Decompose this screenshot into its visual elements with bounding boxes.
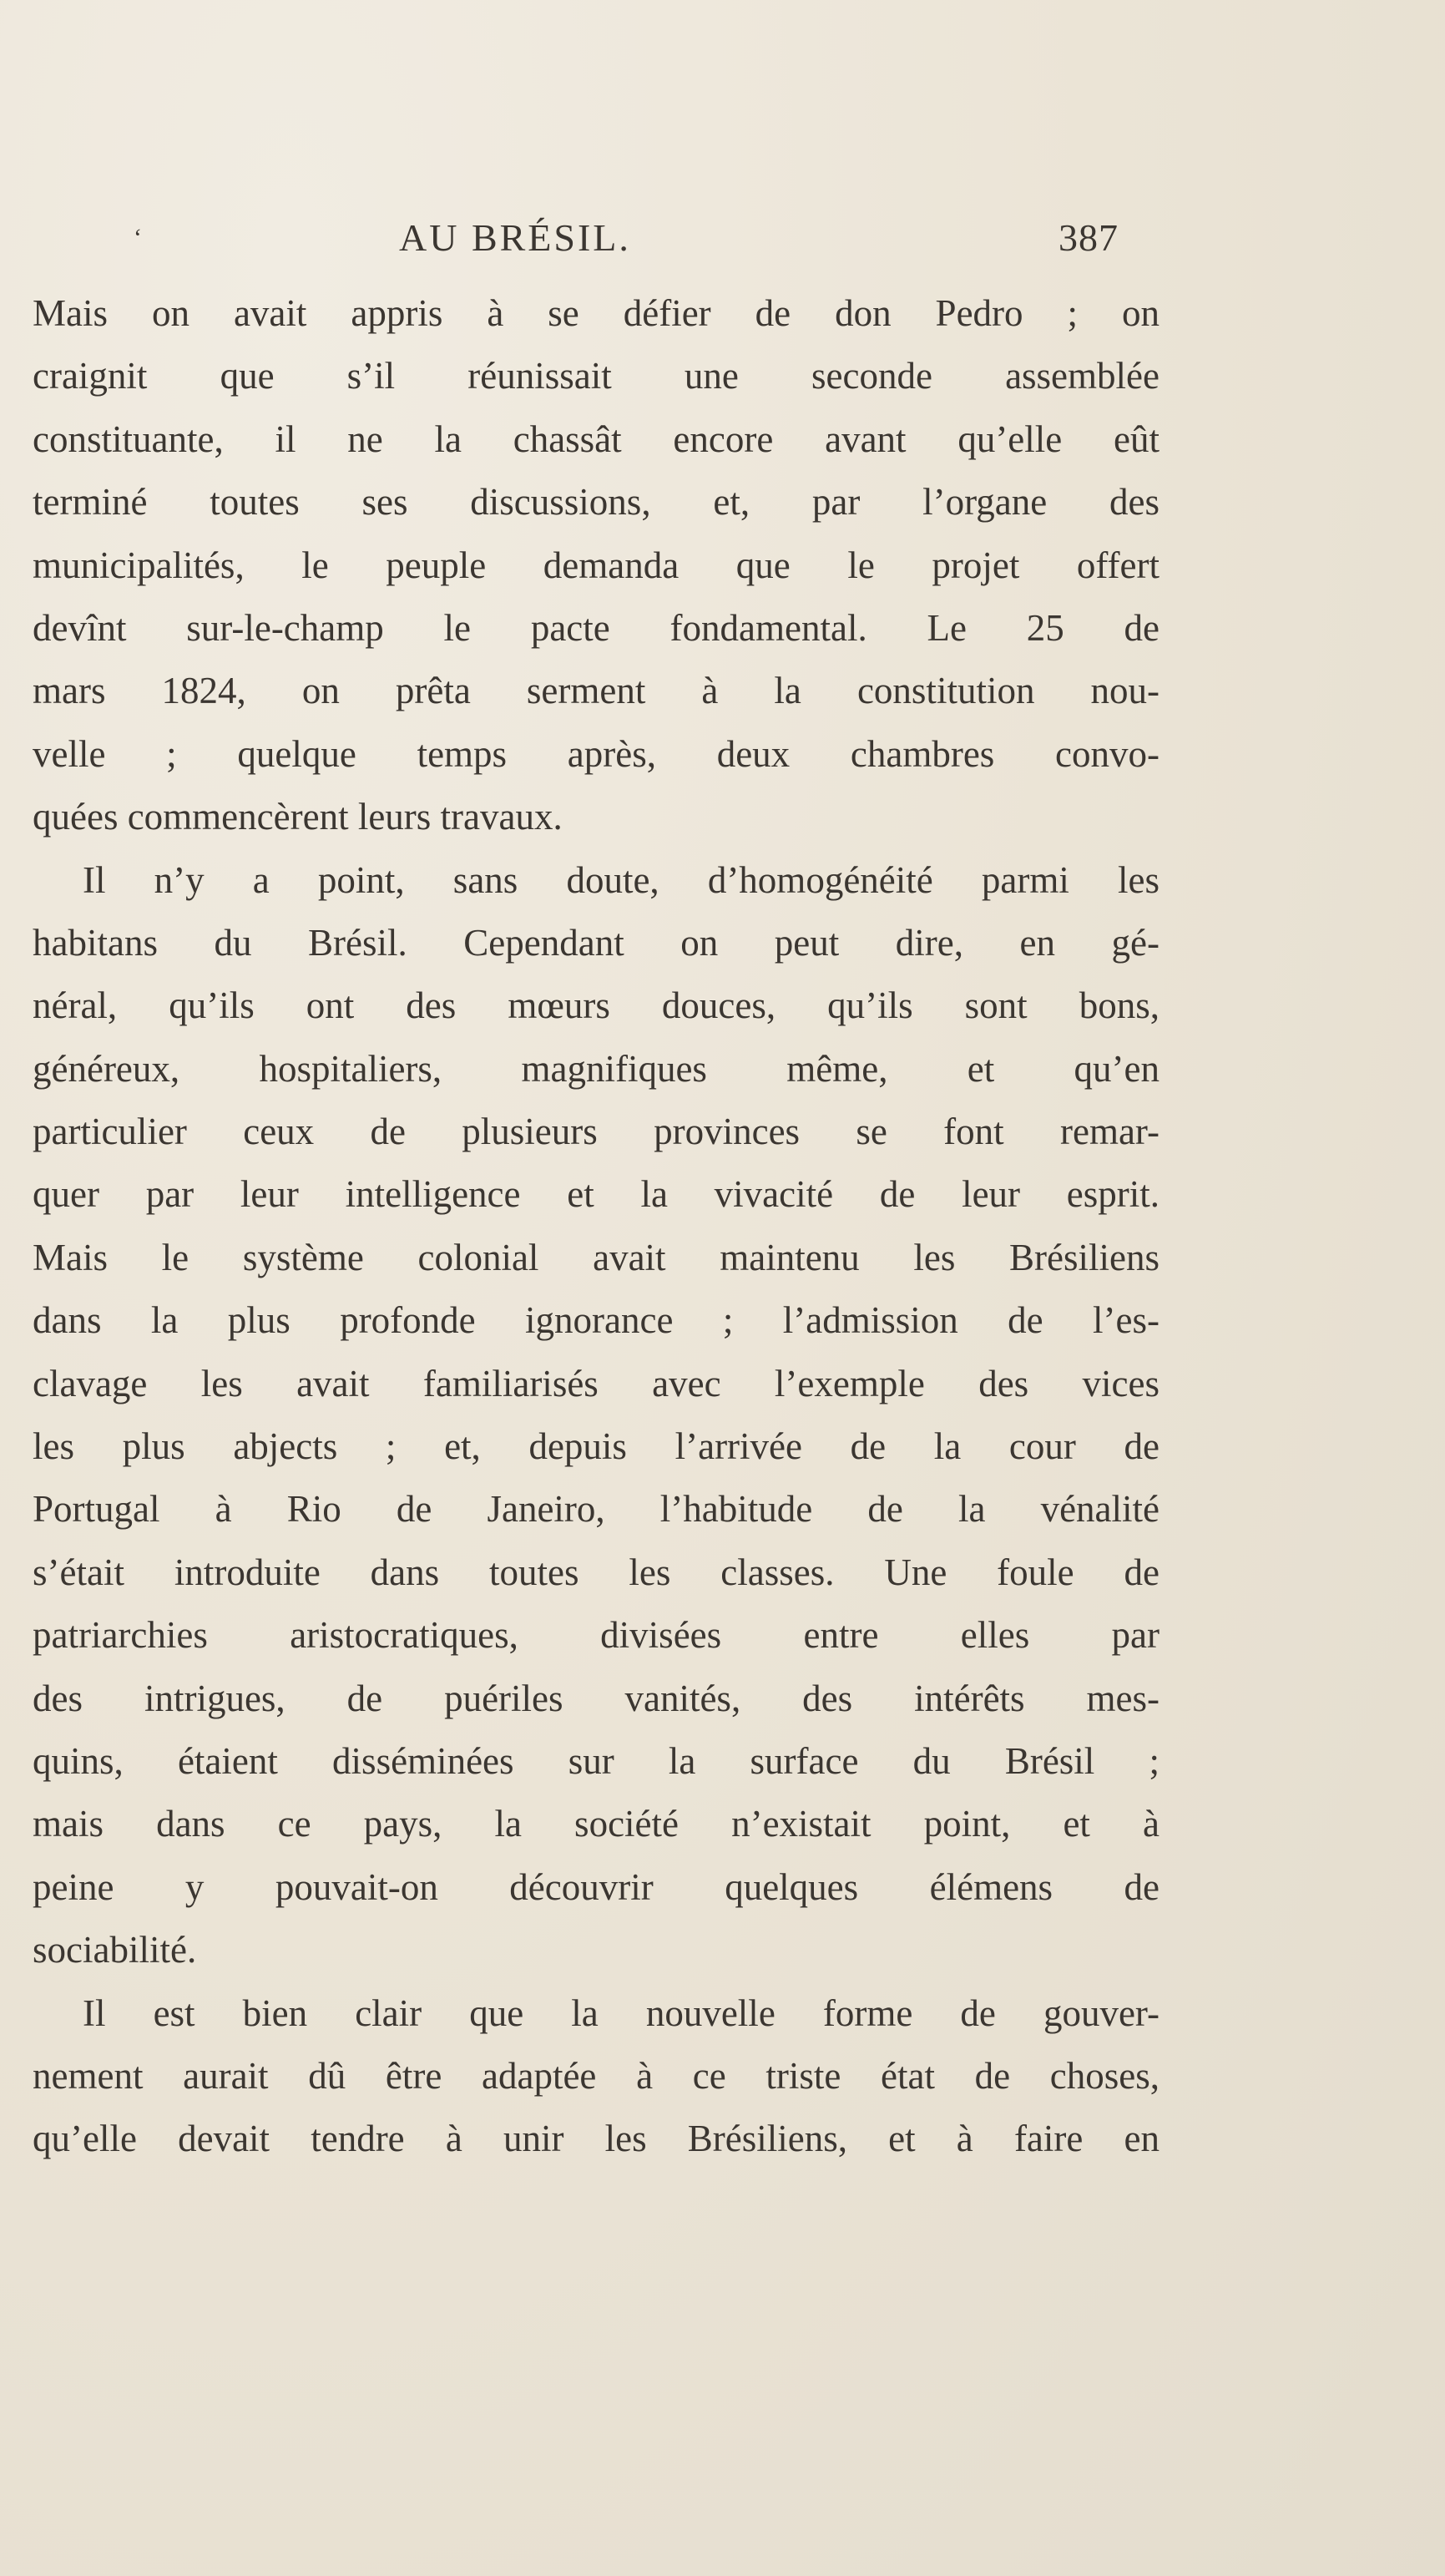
text-line: habitans du Brésil. Cependant on peut dire, en gé- — [33, 921, 1160, 964]
text-line: s’était introduite dans toutes les classes. Une foule de — [33, 1551, 1160, 1593]
text-line: quées commencèrent leurs travaux. — [33, 796, 563, 838]
text-line: Il n’y a point, sans doute, d’homogénéité parmi les — [83, 858, 1160, 901]
running-title: AU BRÉSIL. — [399, 216, 631, 259]
text-line: qu’elle devait tendre à unir les Brésiliens, et à faire en — [33, 2118, 1160, 2160]
text-line: craignit que s’il réunissait une seconde assemblée — [33, 355, 1160, 397]
text-line: Mais on avait appris à se défier de don Pedro ; on — [33, 292, 1160, 334]
text-line: quins, étaient disséminées sur la surface du Brésil ; — [33, 1739, 1160, 1782]
text-line: quer par leur intelligence et la vivacité de leur esprit. — [33, 1173, 1160, 1216]
text-line: nement aurait dû être adaptée à ce triste état de choses, — [33, 2054, 1160, 2097]
text-line: mars 1824, on prêta serment à la constitution nou- — [33, 670, 1160, 712]
text-line: Mais le système colonial avait maintenu les Brésiliens — [33, 1236, 1160, 1278]
text-line: peine y pouvait-on découvrir quelques élémens de — [33, 1865, 1160, 1908]
text-line: velle ; quelque temps après, deux chambres convo- — [33, 732, 1160, 775]
text-line: mais dans ce pays, la société n’existait point, et à — [33, 1803, 1160, 1845]
text-line: patriarchies aristocratiques, divisées entre elles par — [33, 1614, 1160, 1657]
text-line: généreux, hospitaliers, magnifiques même, et qu’en — [33, 1047, 1160, 1090]
text-line: dans la plus profonde ignorance ; l’admission de l’es- — [33, 1299, 1160, 1342]
page-header — [0, 215, 1445, 274]
text-line: Portugal à Rio de Janeiro, l’habitude de la vénalité — [33, 1488, 1160, 1531]
page-number: 387 — [1058, 216, 1119, 259]
text-line: Il est bien clair que la nouvelle forme de gouver- — [83, 1991, 1160, 2034]
text-line: néral, qu’ils ont des mœurs douces, qu’ils sont bons, — [33, 984, 1160, 1027]
text-line: devînt sur-le-champ le pacte fondamental. Le 25 de — [33, 606, 1160, 649]
text-line: les plus abjects ; et, depuis l’arrivée de la cour de — [33, 1425, 1160, 1468]
text-line: sociabilité. — [33, 1929, 197, 1971]
text-line: clavage les avait familiarisés avec l’exemple des vices — [33, 1362, 1160, 1404]
print-mark: ‘ — [134, 224, 144, 251]
text-line: des intrigues, de puériles vanités, des intérêts mes- — [33, 1677, 1160, 1719]
page-body-text — [33, 282, 1160, 2171]
text-line: constituante, il ne la chassât encore avant qu’elle eût — [33, 418, 1160, 460]
text-line: municipalités, le peuple demanda que le projet offert — [33, 544, 1160, 586]
text-line: terminé toutes ses discussions, et, par l’organe des — [33, 481, 1160, 524]
text-line: particulier ceux de plusieurs provinces se font remar- — [33, 1111, 1160, 1153]
